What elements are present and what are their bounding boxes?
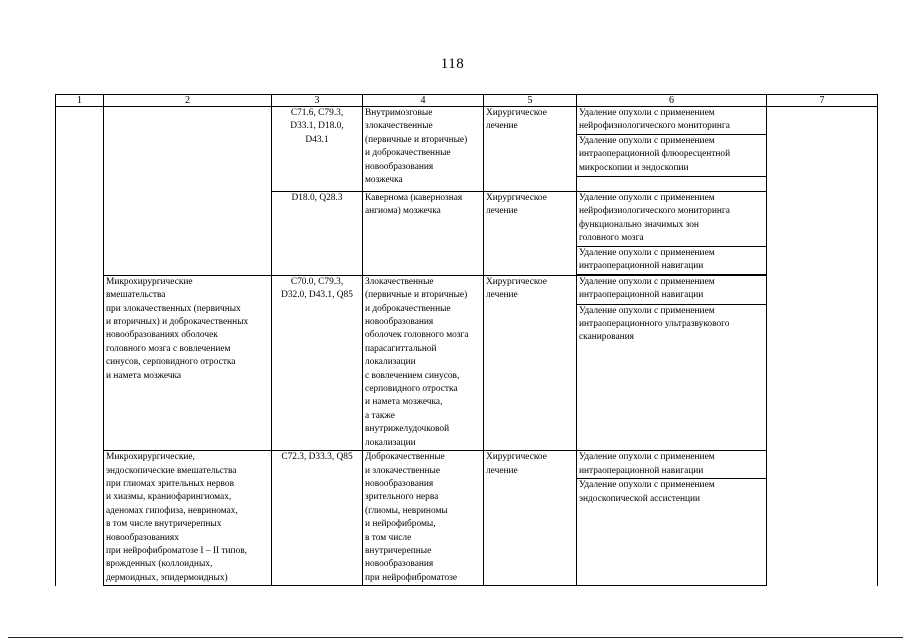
- treatment-table: [55, 94, 878, 586]
- treatment-method-cell: Удаление опухоли с применением интраоперационной навигации: [577, 247, 767, 275]
- table-row: [56, 451, 878, 479]
- empty-method-cell: [577, 507, 767, 586]
- header-col-6: 6: [577, 95, 767, 107]
- treatment-method-cell: Удаление опухоли с применением нейрофизиологического мониторинга функционально значимых зон головного мозга: [577, 192, 767, 247]
- treatment-method-cell: Удаление опухоли с применением эндоскопической ассистенции: [577, 479, 767, 507]
- icd-codes-cell: D18.0, Q28.3: [272, 192, 363, 276]
- empty-method-cell: [577, 177, 767, 192]
- header-row: [56, 95, 878, 107]
- patient-model-cell: Внутримозговые злокачественные (первичные и вторичные) и доброкачественные новообразования мозжечка: [363, 107, 484, 192]
- header-col-7: 7: [767, 95, 878, 107]
- icd-codes-cell: C72.3, D33.3, Q85: [272, 451, 363, 586]
- patient-model-cell: Доброкачественные и злокачественные новообразования зрительного нерва (глиомы, невриномы и нейрофибромы, в том числе внутричерепные новообразования при нейрофиброматозе: [363, 451, 484, 586]
- treatment-method-cell: Удаление опухоли с применением интраоперационной флюоресцентной микроскопии и эндоскопии: [577, 135, 767, 177]
- method-group-cell: [104, 107, 272, 276]
- patient-model-cell: Злокачественные (первичные и вторичные) и доброкачественные новообразования оболочек головного мозга парасагиттальной локализации с вовлечением синусов, серповидного отростка и намета мозжечка, а также внутрижелудочковой локализации: [363, 275, 484, 450]
- page-edge-line: [8, 637, 903, 638]
- empty-method-cell: [577, 347, 767, 450]
- treatment-method-cell: Удаление опухоли с применением нейрофизиологического мониторинга: [577, 107, 767, 135]
- row-number-cell: [56, 107, 104, 586]
- col7-cell: [767, 107, 878, 586]
- method-group-cell: Микрохирургические, эндоскопические вмешательства при глиомах зрительных нервов и хиазмы, краниофарингиомах, аденомах гипофиза, невриномах, в том числе внутричерепных новообразованиях при нейрофиброматозе I – II типов, врожденных (коллоидных, дермоидных, эпидермоидных): [104, 451, 272, 586]
- icd-codes-cell: C70.0, C79.3, D32.0, D43.1, Q85: [272, 275, 363, 450]
- header-col-2: 2: [104, 95, 272, 107]
- header-col-3: 3: [272, 95, 363, 107]
- treatment-type-cell: Хирургическое лечение: [484, 192, 577, 276]
- patient-model-cell: Кавернома (кавернозная ангиома) мозжечка: [363, 192, 484, 276]
- treatment-type-cell: Хирургическое лечение: [484, 107, 577, 192]
- header-col-4: 4: [363, 95, 484, 107]
- header-col-1: 1: [56, 95, 104, 107]
- header-col-5: 5: [484, 95, 577, 107]
- treatment-method-cell: Удаление опухоли с применением интраоперационного ультразвукового сканирования: [577, 304, 767, 347]
- table-row: [56, 107, 878, 135]
- table-row: [56, 275, 878, 304]
- treatment-type-cell: Хирургическое лечение: [484, 275, 577, 450]
- page-number: 118: [440, 56, 465, 72]
- icd-codes-cell: C71.6, C79.3, D33.1, D18.0, D43.1: [272, 107, 363, 192]
- treatment-method-cell: Удаление опухоли с применением интраоперационной навигации: [577, 275, 767, 304]
- treatment-type-cell: Хирургическое лечение: [484, 451, 577, 586]
- method-group-cell: Микрохирургические вмешательства при злокачественных (первичных и вторичных) и доброкачественных новообразованиях оболочек головного мозга с вовлечением синусов, серповидного отростка и намета мозжечка: [104, 275, 272, 450]
- treatment-method-cell: Удаление опухоли с применением интраоперационной навигации: [577, 451, 767, 479]
